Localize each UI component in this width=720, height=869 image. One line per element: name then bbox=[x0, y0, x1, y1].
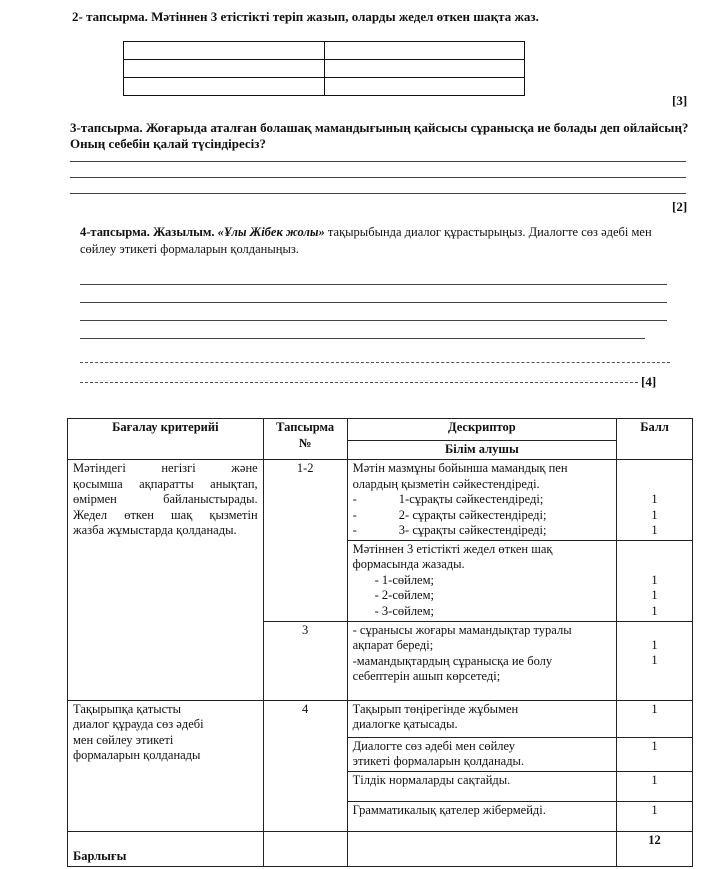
descriptor-line: - сұранысы жоғары мамандықтар туралы bbox=[352, 622, 572, 637]
descriptor-item: - 3-сөйлем; bbox=[374, 603, 434, 618]
answer-cell[interactable] bbox=[324, 78, 525, 96]
item-text: 3- сұрақты сәйкестендіреді; bbox=[398, 523, 547, 537]
criteria-line: Тақырыпқа қатысты bbox=[73, 701, 181, 716]
descriptor-line: диалогке қатысады. bbox=[352, 717, 458, 731]
task4-topic: «Ұлы Жібек жолы» bbox=[217, 225, 325, 239]
point: 1 bbox=[651, 637, 658, 652]
point: 1 bbox=[651, 523, 658, 537]
task4-label: 4-тапсырма. Жазылым. bbox=[80, 225, 215, 239]
answer-cell[interactable] bbox=[124, 60, 325, 78]
descriptor-line: Тақырып төңірегінде жұбымен bbox=[352, 701, 519, 716]
descriptor-line: Мәтін мазмұны бойынша мамандық пен bbox=[352, 461, 568, 475]
answer-line[interactable] bbox=[80, 320, 667, 321]
point: 1 bbox=[651, 572, 658, 587]
empty-cell bbox=[347, 831, 616, 866]
descriptor-item: - 2- сұрақты сәйкестендіреді; bbox=[352, 507, 547, 522]
point: 1 bbox=[651, 492, 658, 506]
criteria-line: мен сөйлеу этикеті bbox=[73, 732, 174, 747]
answer-cell[interactable] bbox=[324, 60, 525, 78]
header-learner: Білім алушы bbox=[347, 441, 616, 460]
point: 1 bbox=[651, 507, 658, 522]
task3-title: 3-тапсырма. Жоғарыда аталған болашақ мамандығының қайсысы сұранысқа ие болады деп ойлайсың? bbox=[70, 120, 689, 135]
header-points: Балл bbox=[617, 419, 693, 460]
descriptor-line: -мамандықтардың сұранысқа ие болу bbox=[352, 653, 553, 668]
descriptor-line: формасында жазады. bbox=[352, 557, 465, 571]
descriptor-line: Диалогте сөз әдебі мен сөйлеу bbox=[352, 738, 516, 753]
point: 1 bbox=[651, 588, 658, 602]
item-text: 2- сұрақты сәйкестендіреді; bbox=[398, 507, 547, 522]
criteria-2 bbox=[68, 700, 264, 831]
descriptor-3 bbox=[347, 621, 616, 700]
answer-cell[interactable] bbox=[124, 42, 325, 60]
descriptor-1 bbox=[347, 460, 616, 541]
answer-cell[interactable] bbox=[324, 42, 525, 60]
points-5: 1 bbox=[617, 737, 693, 771]
task3-title-cont: Оның себебін қалай түсіндіресіз? bbox=[70, 136, 266, 151]
empty-cell bbox=[263, 831, 347, 866]
task2-score: [3] bbox=[672, 93, 688, 108]
points-6: 1 bbox=[617, 771, 693, 801]
rubric-table bbox=[67, 418, 693, 867]
criteria-line: формаларын қолданады bbox=[73, 748, 201, 762]
criteria-line: Жедел өткен шақ қызметін bbox=[73, 507, 258, 522]
points-4: 1 bbox=[617, 700, 693, 737]
descriptor-item: - 2-сөйлем; bbox=[374, 588, 434, 602]
task4-instructions: тақырыбында диалог құрастырыңыз. Диалогте сөз әдебі мен bbox=[324, 225, 652, 239]
point: 1 bbox=[651, 653, 658, 667]
answer-cell[interactable] bbox=[124, 78, 325, 96]
descriptor-item: - 1-сөйлем; bbox=[374, 572, 434, 587]
total-label: Барлығы bbox=[68, 831, 264, 866]
points-2 bbox=[617, 540, 693, 621]
header-task: Тапсырма № bbox=[263, 419, 347, 460]
descriptor-line: ақпарат береді; bbox=[352, 638, 434, 652]
descriptor-5 bbox=[347, 737, 616, 771]
answer-table bbox=[123, 41, 525, 96]
task-number: 1-2 bbox=[263, 460, 347, 622]
descriptor-2 bbox=[347, 540, 616, 621]
task-number: 4 bbox=[263, 700, 347, 831]
task4-instructions-cont: сөйлеу этикеті формаларын қолданыңыз. bbox=[80, 242, 299, 256]
item-text: 1-сұрақты сәйкестендіреді; bbox=[398, 492, 544, 506]
answer-line[interactable] bbox=[80, 302, 667, 303]
points-3 bbox=[617, 621, 693, 700]
descriptor-6: Тілдік нормаларды сақтайды. bbox=[347, 771, 616, 801]
criteria-line: жазба жұмыстарда қолданады. bbox=[73, 523, 237, 537]
criteria-line: өмірмен байланыстырады. bbox=[73, 492, 258, 506]
criteria-line: Мәтіндегі негізгі және bbox=[73, 461, 258, 475]
answer-line[interactable] bbox=[70, 161, 686, 162]
descriptor-line: Мәтіннен 3 етістікті жедел өткен шақ bbox=[352, 541, 553, 556]
answer-line[interactable] bbox=[80, 284, 667, 285]
task2-title: 2- тапсырма. Мәтіннен 3 етістікті теріп жазып, оларды жедел өткен шақта жаз. bbox=[72, 9, 539, 24]
criteria-line: диалог құрауда сөз әдебі bbox=[73, 717, 204, 731]
criteria-line: қосымша ақпаратты анықтап, bbox=[73, 476, 258, 491]
descriptor-item: - 3- сұрақты сәйкестендіреді; bbox=[352, 523, 547, 537]
answer-line[interactable] bbox=[80, 362, 670, 363]
descriptor-7: Грамматикалық қателер жібермейді. bbox=[347, 801, 616, 831]
descriptor-line: этикеті формаларын қолданады. bbox=[352, 754, 525, 768]
answer-line[interactable] bbox=[80, 382, 638, 383]
criteria-1 bbox=[68, 460, 264, 701]
header-descriptor: Дескриптор bbox=[347, 419, 616, 441]
total-points: 12 bbox=[617, 831, 693, 866]
header-criteria: Бағалау критерийі bbox=[68, 419, 264, 460]
descriptor-item: - 1-сұрақты сәйкестендіреді; bbox=[352, 492, 544, 506]
descriptor-line: олардың қызметін сәйкестендіреді. bbox=[352, 476, 540, 491]
descriptor-line: себептерін ашып көрсетеді; bbox=[352, 669, 501, 683]
task3-score: [2] bbox=[672, 199, 688, 214]
point: 1 bbox=[651, 603, 658, 618]
points-1 bbox=[617, 460, 693, 541]
points-7: 1 bbox=[617, 801, 693, 831]
task4-title bbox=[80, 224, 652, 258]
answer-line[interactable] bbox=[80, 338, 645, 339]
answer-line[interactable] bbox=[70, 177, 686, 178]
answer-line[interactable] bbox=[70, 193, 686, 194]
task-number: 3 bbox=[263, 621, 347, 700]
task4-score: [4] bbox=[641, 374, 657, 389]
descriptor-4 bbox=[347, 700, 616, 737]
